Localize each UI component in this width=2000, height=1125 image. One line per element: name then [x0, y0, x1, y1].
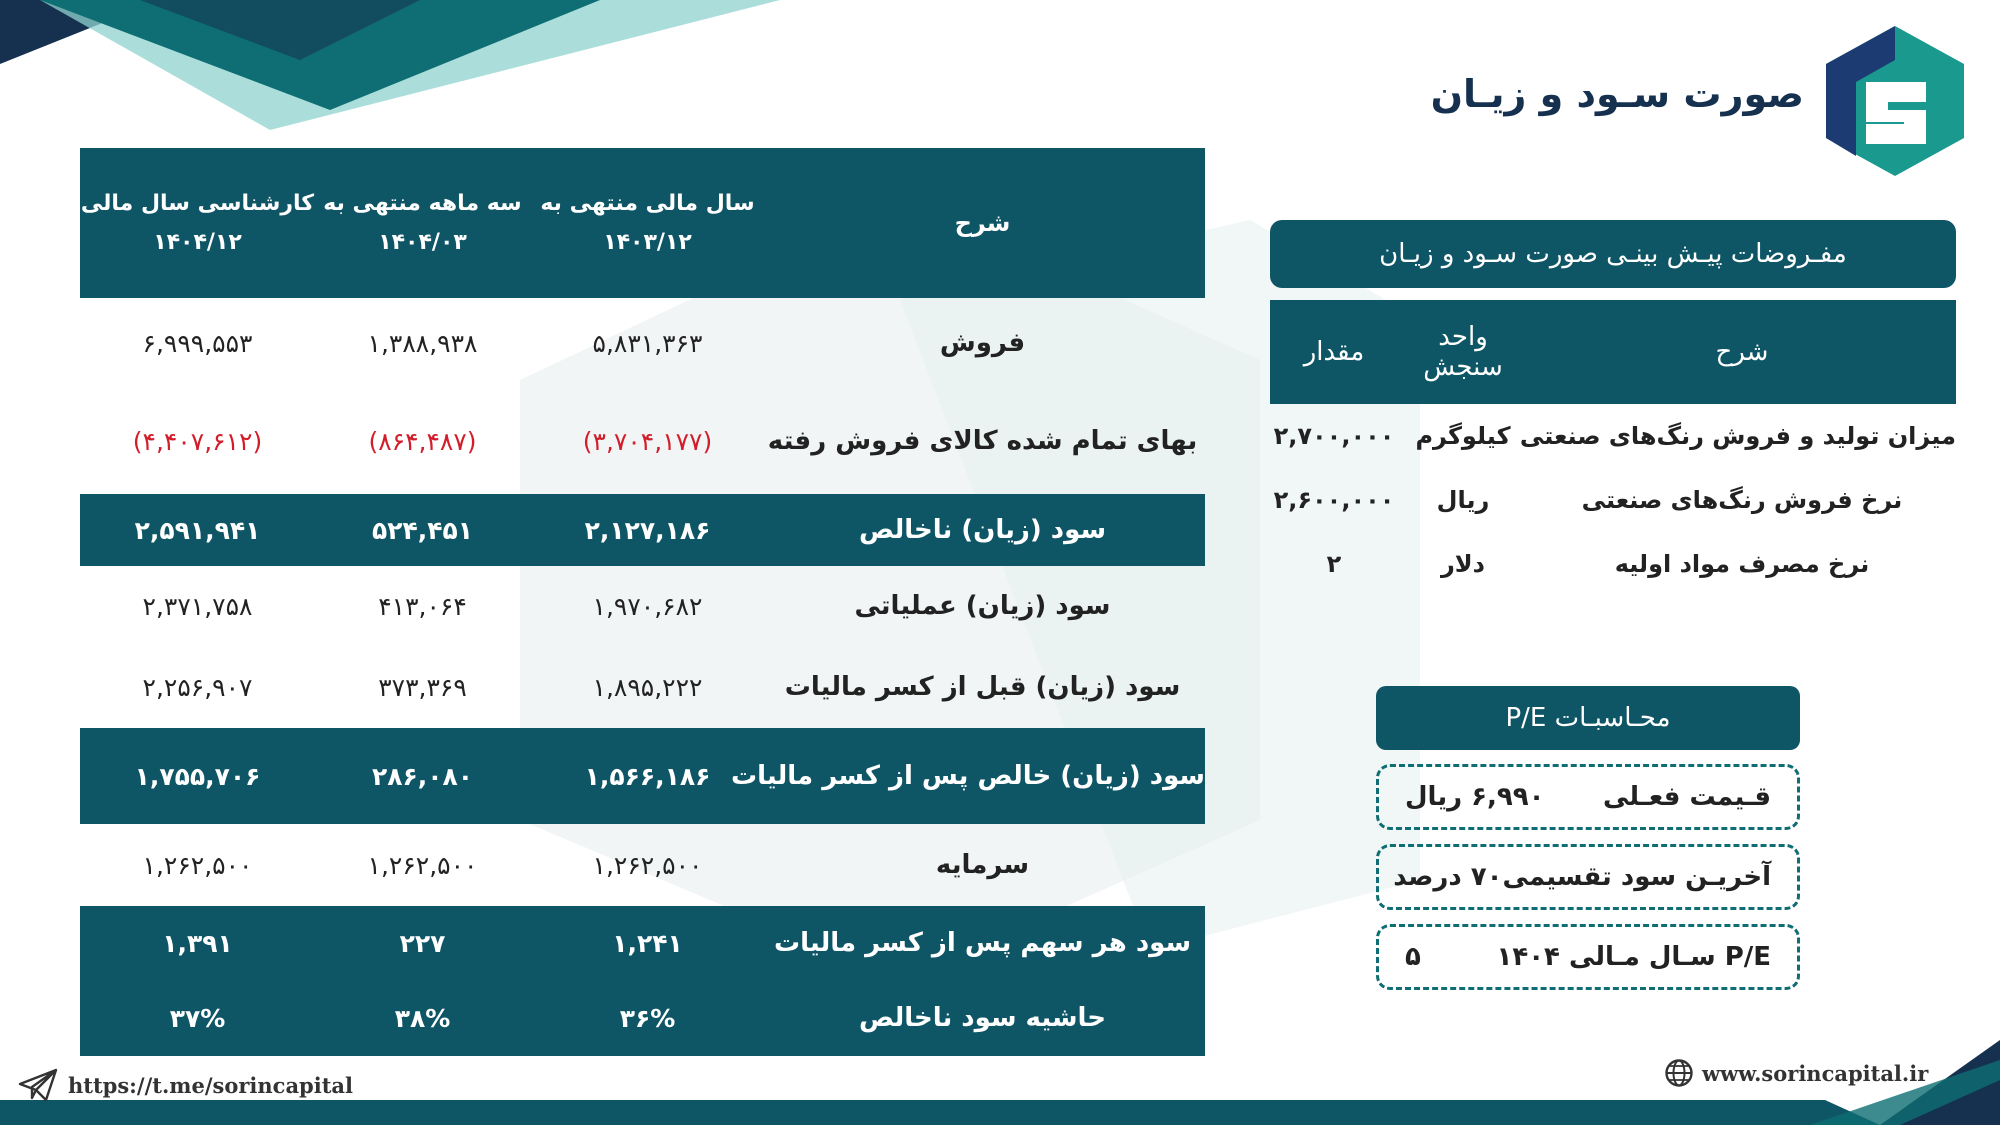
pe-panel: [1376, 686, 1800, 990]
table-row: بهای تمام شده کالای فروش رفته (۳,۷۰۴,۱۷۷) (۸۶۴,۴۸۷) (۴,۴۰۷,۶۱۲): [132, 426, 1198, 456]
table-row: سود (زیان) ناخالص ۲,۱۲۷,۱۸۶ ۵۲۴,۴۵۱ ۲,۵۹۱,۹۴۱: [80, 494, 1205, 566]
sorin-logo: [1826, 26, 1964, 176]
globe-icon: [1664, 1058, 1694, 1088]
pe-row-dividend: آخریـن سود تقسیمی ۷۰ درصد: [1376, 844, 1800, 910]
assumptions-title: مفـروضات پیـش بینـی صورت سـود و زیـان: [1270, 220, 1956, 288]
table-row: سود (زیان) خالص پس از کسر مالیات ۱,۵۶۶,۱۸۶ ۲۸۶,۰۸۰ ۱,۷۵۵,۷۰۶: [80, 728, 1205, 824]
income-statement-table: [80, 148, 1205, 1056]
assumptions-panel: [1270, 220, 1956, 596]
table-row: سود (زیان) قبل از کسر مالیات ۱,۸۹۵,۲۲۲ ۳۷۳,۳۶۹ ۲,۲۵۶,۹۰۷: [142, 672, 1181, 702]
paper-plane-icon: [18, 1068, 58, 1102]
website-link[interactable]: www.sorincapital.ir: [1664, 1058, 1928, 1088]
table-row: حاشیه سود ناخالص ۳۶% ۳۸% ۳۷%: [80, 980, 1205, 1056]
list-item: نرخ مصرف مواد اولیه دلار ۲: [1326, 550, 1870, 578]
table-row: سرمایه ۱,۲۶۲,۵۰۰ ۱,۲۶۲,۵۰۰ ۱,۲۶۲,۵۰۰: [142, 850, 1030, 880]
pe-row-current-price: قـیمت فعـلی ۶,۹۹۰ ریال: [1376, 764, 1800, 830]
pe-title: محـاسبـات P/E: [1376, 686, 1800, 750]
table-header: [80, 148, 1205, 298]
header-col-q1-1404: سه ماهه منتهی به ۱۴۰۴/۰۳: [323, 191, 522, 255]
table-row: فروش ۵,۸۳۱,۳۶۳ ۱,۳۸۸,۹۳۸ ۶,۹۹۹,۵۵۳: [142, 328, 1026, 358]
list-item: میزان تولید و فروش رنگ‌های صنعتی کیلوگرم ۲,۷۰۰,۰۰۰: [1273, 422, 1956, 450]
header-col-1403: سال مالی منتهی به ۱۴۰۳/۱۲: [540, 191, 755, 255]
table-row: سود هر سهم پس از کسر مالیات ۱,۲۴۱ ۲۲۷ ۱,۳۹۱: [80, 906, 1205, 980]
telegram-link[interactable]: https://t.me/sorincapital: [18, 1068, 353, 1102]
assumptions-header: شرح واحد سنجش مقدار: [1270, 300, 1956, 404]
table-row: سود (زیان) عملیاتی ۱,۹۷۰,۶۸۲ ۴۱۳,۰۶۴ ۲,۳۷۱,۷۵۸: [142, 591, 1111, 621]
page-title: صورت سـود و زیـان: [1430, 72, 1804, 116]
pe-row-pe-ratio: P/E سـال مـالی ۱۴۰۴ ۵: [1376, 924, 1800, 990]
header-desc: شرح: [954, 209, 1011, 237]
header-col-forecast-1404: کارشناسی سال مالی ۱۴۰۴/۱۲: [80, 191, 315, 255]
list-item: نرخ فروش رنگ‌های صنعتی ریال ۲,۶۰۰,۰۰۰: [1273, 486, 1903, 514]
